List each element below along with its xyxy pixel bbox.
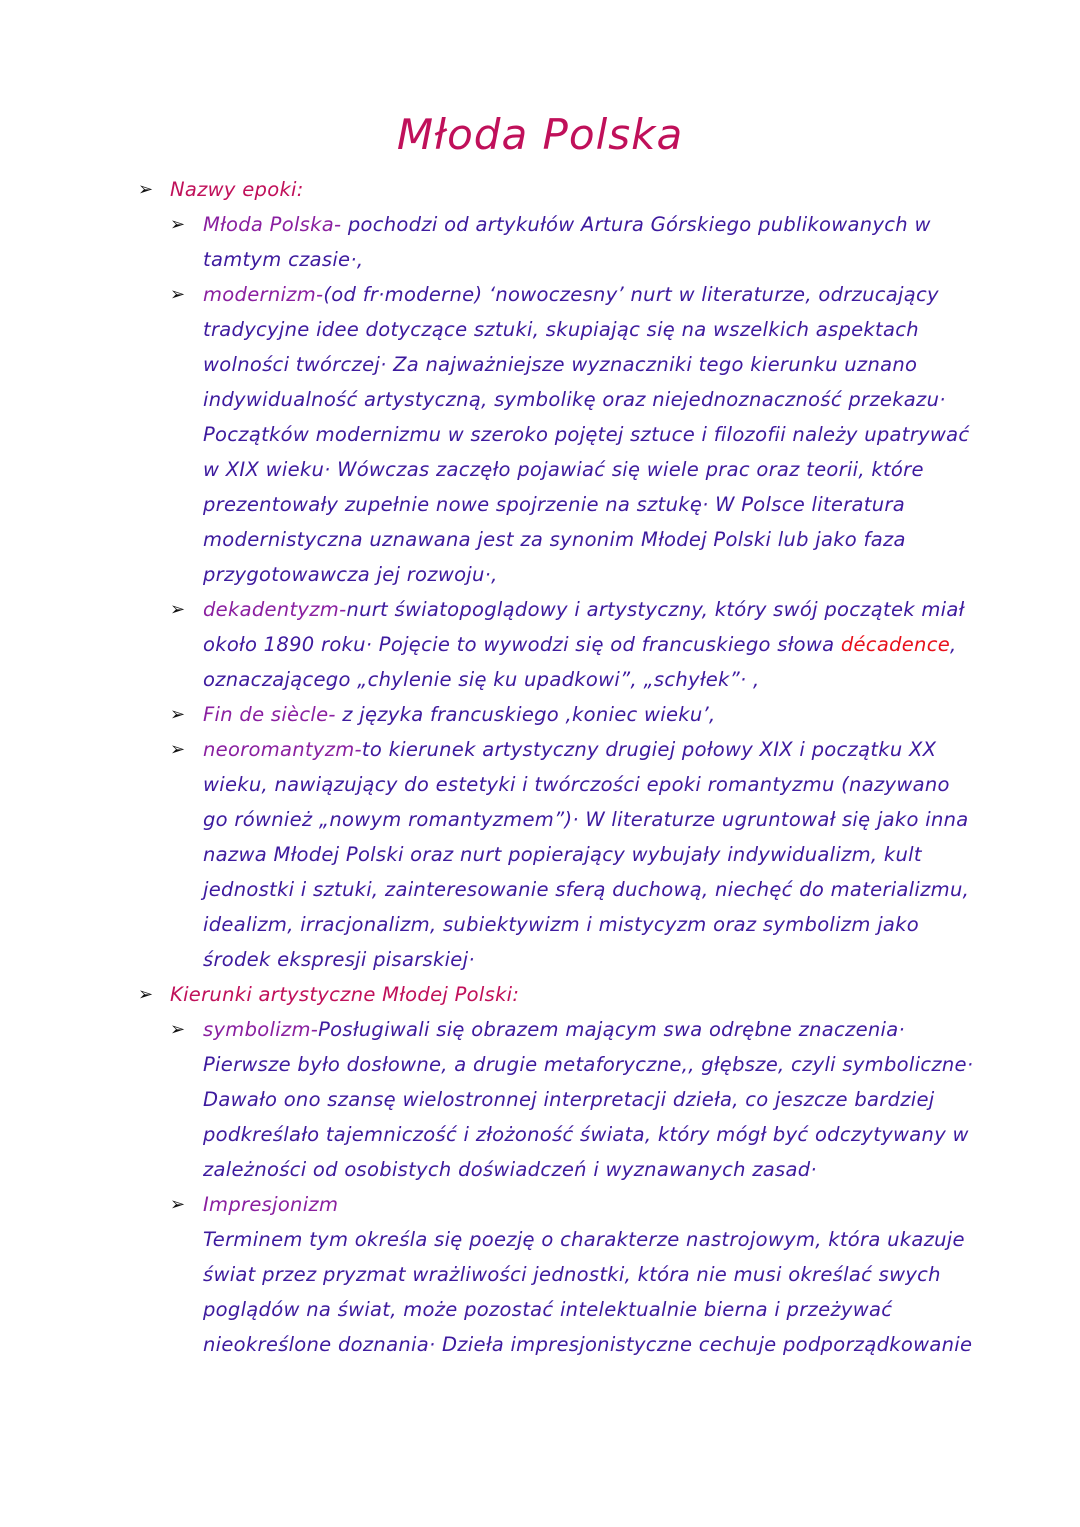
term: Młoda Polska- (203, 213, 342, 236)
term: modernizm- (203, 283, 324, 306)
impresjonizm-definition: Terminem tym określa się poezję o charakterze nastrojowym, która ukazuje świat przez pryzmat wrażliwości jednostki, która nie musi określać swych poglądów na świat, może pozostać intelektualnie bierna i przeżywać nieokreślone doznania· Dzieła impresjonistyczne cechuje podporządkowanie (203, 1228, 973, 1356)
arrow-bullet-icon: ➢ (138, 984, 154, 1005)
page-title: Młoda Polska (396, 110, 684, 159)
term: Fin de siècle- (203, 703, 336, 726)
definition: z języka francuskiego ‚koniec wieku’, (335, 703, 716, 726)
arrow-bullet-icon: ➢ (170, 739, 186, 760)
notes-content (0, 172, 1080, 1362)
definition-continued: , oznaczającego „chylenie się ku upadkowi”, „schyłek”· , (203, 633, 957, 691)
list-item-symbolizm (0, 1012, 978, 1187)
list-item-impresjonizm (0, 1187, 978, 1222)
list-item-mloda-polska (0, 207, 978, 277)
arrow-bullet-icon: ➢ (170, 1194, 186, 1215)
list-item-fin-de-siecle (0, 697, 978, 732)
definition: nurt światopoglądowy i artystyczny, który swój początek miał około 1890 roku· Pojęcie to wywodzi się od francuskiego słowa (203, 598, 965, 656)
section-heading-text: Nazwy epoki: (170, 178, 304, 201)
definition: Posługiwali się obrazem mającym swa odrębne znaczenia· Pierwsze było dosłowne, a drugie metaforyczne,, głębsze, czyli symboliczne· Dawało ono szansę wielostronnej interpretacji dzieła, co jeszcze bardziej podkreślało tajemniczość i złożoność świata, który mógł być odczytywany w zależności od osobistych doświadczeń i wyznawanych zasad· (203, 1018, 974, 1181)
term: dekadentyzm- (203, 598, 347, 621)
term: neoromantyzm- (203, 738, 362, 761)
term: symbolizm- (203, 1018, 319, 1041)
arrow-bullet-icon: ➢ (138, 179, 154, 200)
list-item-neoromantyzm (0, 732, 978, 977)
highlighted-word: décadence (840, 633, 951, 656)
section-heading-directions (0, 977, 980, 1012)
arrow-bullet-icon: ➢ (170, 284, 186, 305)
section-heading-text: Kierunki artystyczne Młodej Polski: (170, 983, 520, 1006)
term: Impresjonizm (203, 1193, 339, 1216)
list-item-modernizm (0, 277, 978, 592)
arrow-bullet-icon: ➢ (170, 214, 186, 235)
arrow-bullet-icon: ➢ (170, 1019, 186, 1040)
definition: pochodzi od artykułów Artura Górskiego publikowanych w tamtym czasie·, (203, 213, 931, 271)
arrow-bullet-icon: ➢ (170, 599, 186, 620)
list-item-dekadentyzm (0, 592, 978, 697)
definition: to kierunek artystyczny drugiej połowy XIX i początku XX wieku, nawiązujący do estetyki i twórczości epoki romantyzmu (nazywano go również „nowym romantyzmem”)· W literaturze ugruntował się jako inna nazwa Młodej Polski oraz nurt popierający wybujały indywidualizm, kult jednostki i sztuki, zainteresowanie sferą duchową, niechęć do materializmu, idealizm, irracjonalizm, subiektywizm i mistycyzm oraz symbolizm jako środek ekspresji pisarskiej· (203, 738, 970, 971)
section-heading-names (0, 172, 980, 207)
arrow-bullet-icon: ➢ (170, 704, 186, 725)
definition: (od fr·moderne) ‘nowoczesny’ nurt w literaturze, odrzucający tradycyjne idee dotyczące sztuki, skupiając się na wszelkich aspektach wolności twórczej· Za najważniejsze wyznaczniki tego kierunku uznano indywidualność artystyczną, symbolikę oraz niejednoznaczność przekazu· Początków modernizmu w szeroko pojętej sztuce i filozofii należy upatrywać w XIX wieku· Wówczas zaczęło pojawiać się wiele prac oraz teorii, które prezentowały zupełnie nowe spojrzenie na sztukę· W Polsce literatura modernistyczna uznawana jest za synonim Młodej Polski lub jako faza przygotowawcza jej rozwoju·, (203, 283, 970, 586)
